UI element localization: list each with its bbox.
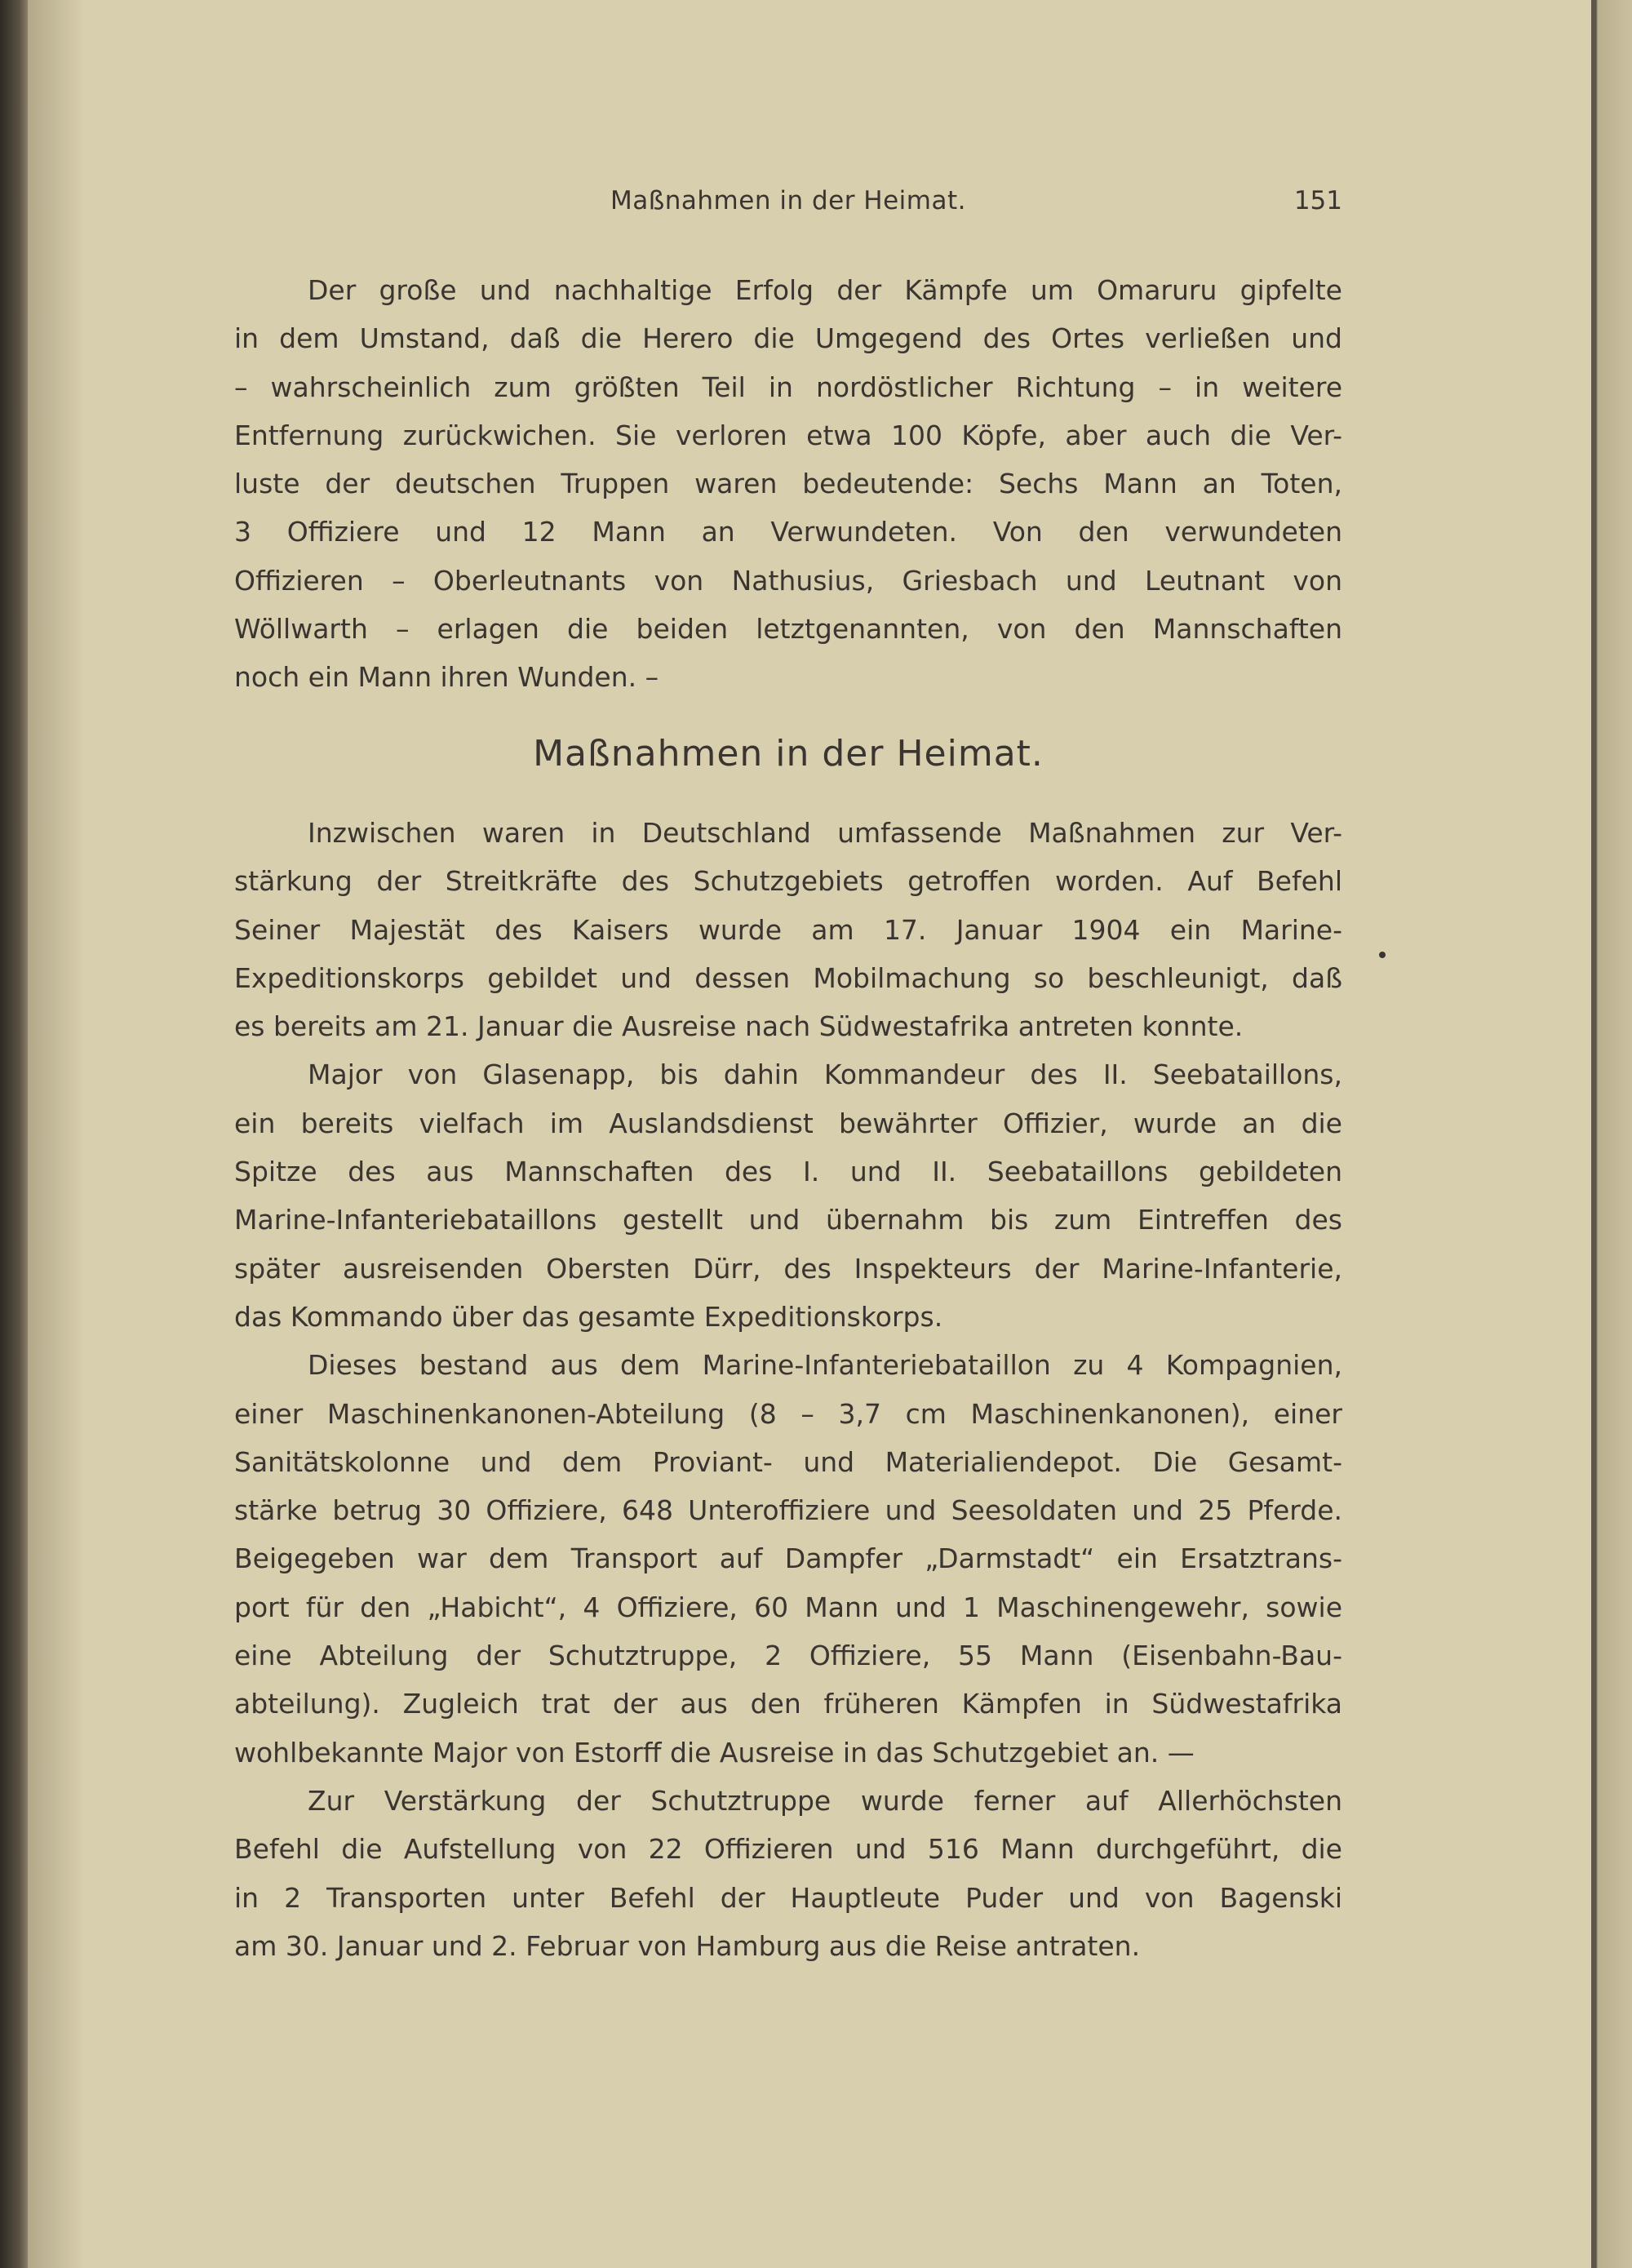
text-line: in dem Umstand, daß die Herero die Umgegend des Ortes verließen und	[234, 322, 1342, 355]
text-line: Beigegeben war dem Transport auf Dampfer „Darmstadt“ ein Ersatztrans-	[234, 1542, 1342, 1575]
ink-speck	[1379, 952, 1386, 958]
text-line: Dieses bestand aus dem Marine-Infanteriebataillon zu 4 Kompagnien,	[308, 1349, 1342, 1382]
text-line: wohlbekannte Major von Estorff die Ausreise in das Schutzgebiet an. —	[234, 1736, 1195, 1769]
book-binding	[0, 0, 28, 2268]
page-number: 151	[1293, 186, 1342, 215]
text-block-before-heading	[234, 266, 1342, 702]
text-line: Expeditionskorps gebildet und dessen Mobilmachung so beschleunigt, daß	[234, 961, 1342, 994]
text-line: Inzwischen waren in Deutschland umfassende Maßnahmen zur Ver-	[308, 817, 1342, 849]
text-block-after-heading	[234, 809, 1342, 1970]
text-line: Seiner Majestät des Kaisers wurde am 17. Januar 1904 ein Marine-	[234, 913, 1342, 946]
text-line: luste der deutschen Truppen waren bedeutende: Sechs Mann an Toten,	[234, 468, 1342, 500]
text-line: stärke betrug 30 Offiziere, 648 Unteroffiziere und Seesoldaten und 25 Pferde.	[234, 1494, 1342, 1527]
text-line: in 2 Transporten unter Befehl der Hauptleute Puder und von Bagenski	[234, 1881, 1342, 1914]
text-line: Marine-Infanteriebataillons gestellt und übernahm bis zum Eintreffen des	[234, 1204, 1342, 1236]
text-line: das Kommando über das gesamte Expeditionskorps.	[234, 1300, 943, 1333]
page-gutter-shadow	[28, 0, 85, 2268]
text-line: Entfernung zurückwichen. Sie verloren etwa 100 Köpfe, aber auch die Ver-	[234, 419, 1342, 451]
text-line: port für den „Habicht“, 4 Offiziere, 60 Mann und 1 Maschinengewehr, sowie	[234, 1591, 1342, 1623]
text-line: Spitze des aus Mannschaften des I. und II. Seebataillons gebildeten	[234, 1156, 1342, 1188]
text-line: Major von Glasenapp, bis dahin Kommandeur des II. Seebataillons,	[308, 1059, 1342, 1091]
running-title: Maßnahmen in der Heimat.	[610, 186, 966, 215]
text-line: es bereits am 21. Januar die Ausreise nach Südwestafrika antreten konnte.	[234, 1010, 1244, 1043]
section-heading: Maßnahmen in der Heimat.	[533, 733, 1044, 774]
text-line: stärkung der Streitkräfte des Schutzgebiets getroffen worden. Auf Befehl	[234, 865, 1342, 898]
text-line: Sanitätskolonne und dem Proviant- und Materialiendepot. Die Gesamt-	[234, 1445, 1342, 1478]
text-line: Befehl die Aufstellung von 22 Offizieren und 516 Mann durchgeführt, die	[234, 1833, 1342, 1866]
text-line: Der große und nachhaltige Erfolg der Kämpfe um Omaruru gipfelte	[308, 274, 1342, 306]
text-line: noch ein Mann ihren Wunden. –	[234, 661, 659, 694]
text-line: später ausreisenden Obersten Dürr, des Inspekteurs der Marine-Infanterie,	[234, 1252, 1342, 1285]
text-line: abteilung). Zugleich trat der aus den früheren Kämpfen in Südwestafrika	[234, 1688, 1342, 1720]
text-line: eine Abteilung der Schutztruppe, 2 Offiziere, 55 Mann (Eisenbahn-Bau-	[234, 1640, 1342, 1672]
text-line: am 30. Januar und 2. Februar von Hamburg aus die Reise antraten.	[234, 1929, 1141, 1962]
page-header	[234, 186, 1342, 227]
text-line: Offizieren – Oberleutnants von Nathusius, Griesbach und Leutnant von	[234, 564, 1342, 597]
text-line: ein bereits vielfach im Auslandsdienst bewährter Offizier, wurde an die	[234, 1107, 1342, 1139]
text-line: Wöllwarth – erlagen die beiden letztgenannten, von den Mannschaften	[234, 613, 1342, 646]
text-line: – wahrscheinlich zum größten Teil in nordöstlicher Richtung – in weitere	[234, 371, 1342, 403]
page-right-edge	[1591, 0, 1632, 2268]
text-line: einer Maschinenkanonen-Abteilung (8 – 3,7 cm Maschinenkanonen), einer	[234, 1397, 1342, 1430]
text-line: Zur Verstärkung der Schutztruppe wurde ferner auf Allerhöchsten	[308, 1784, 1342, 1817]
text-line: 3 Offiziere und 12 Mann an Verwundeten. Von den verwundeten	[234, 516, 1342, 548]
